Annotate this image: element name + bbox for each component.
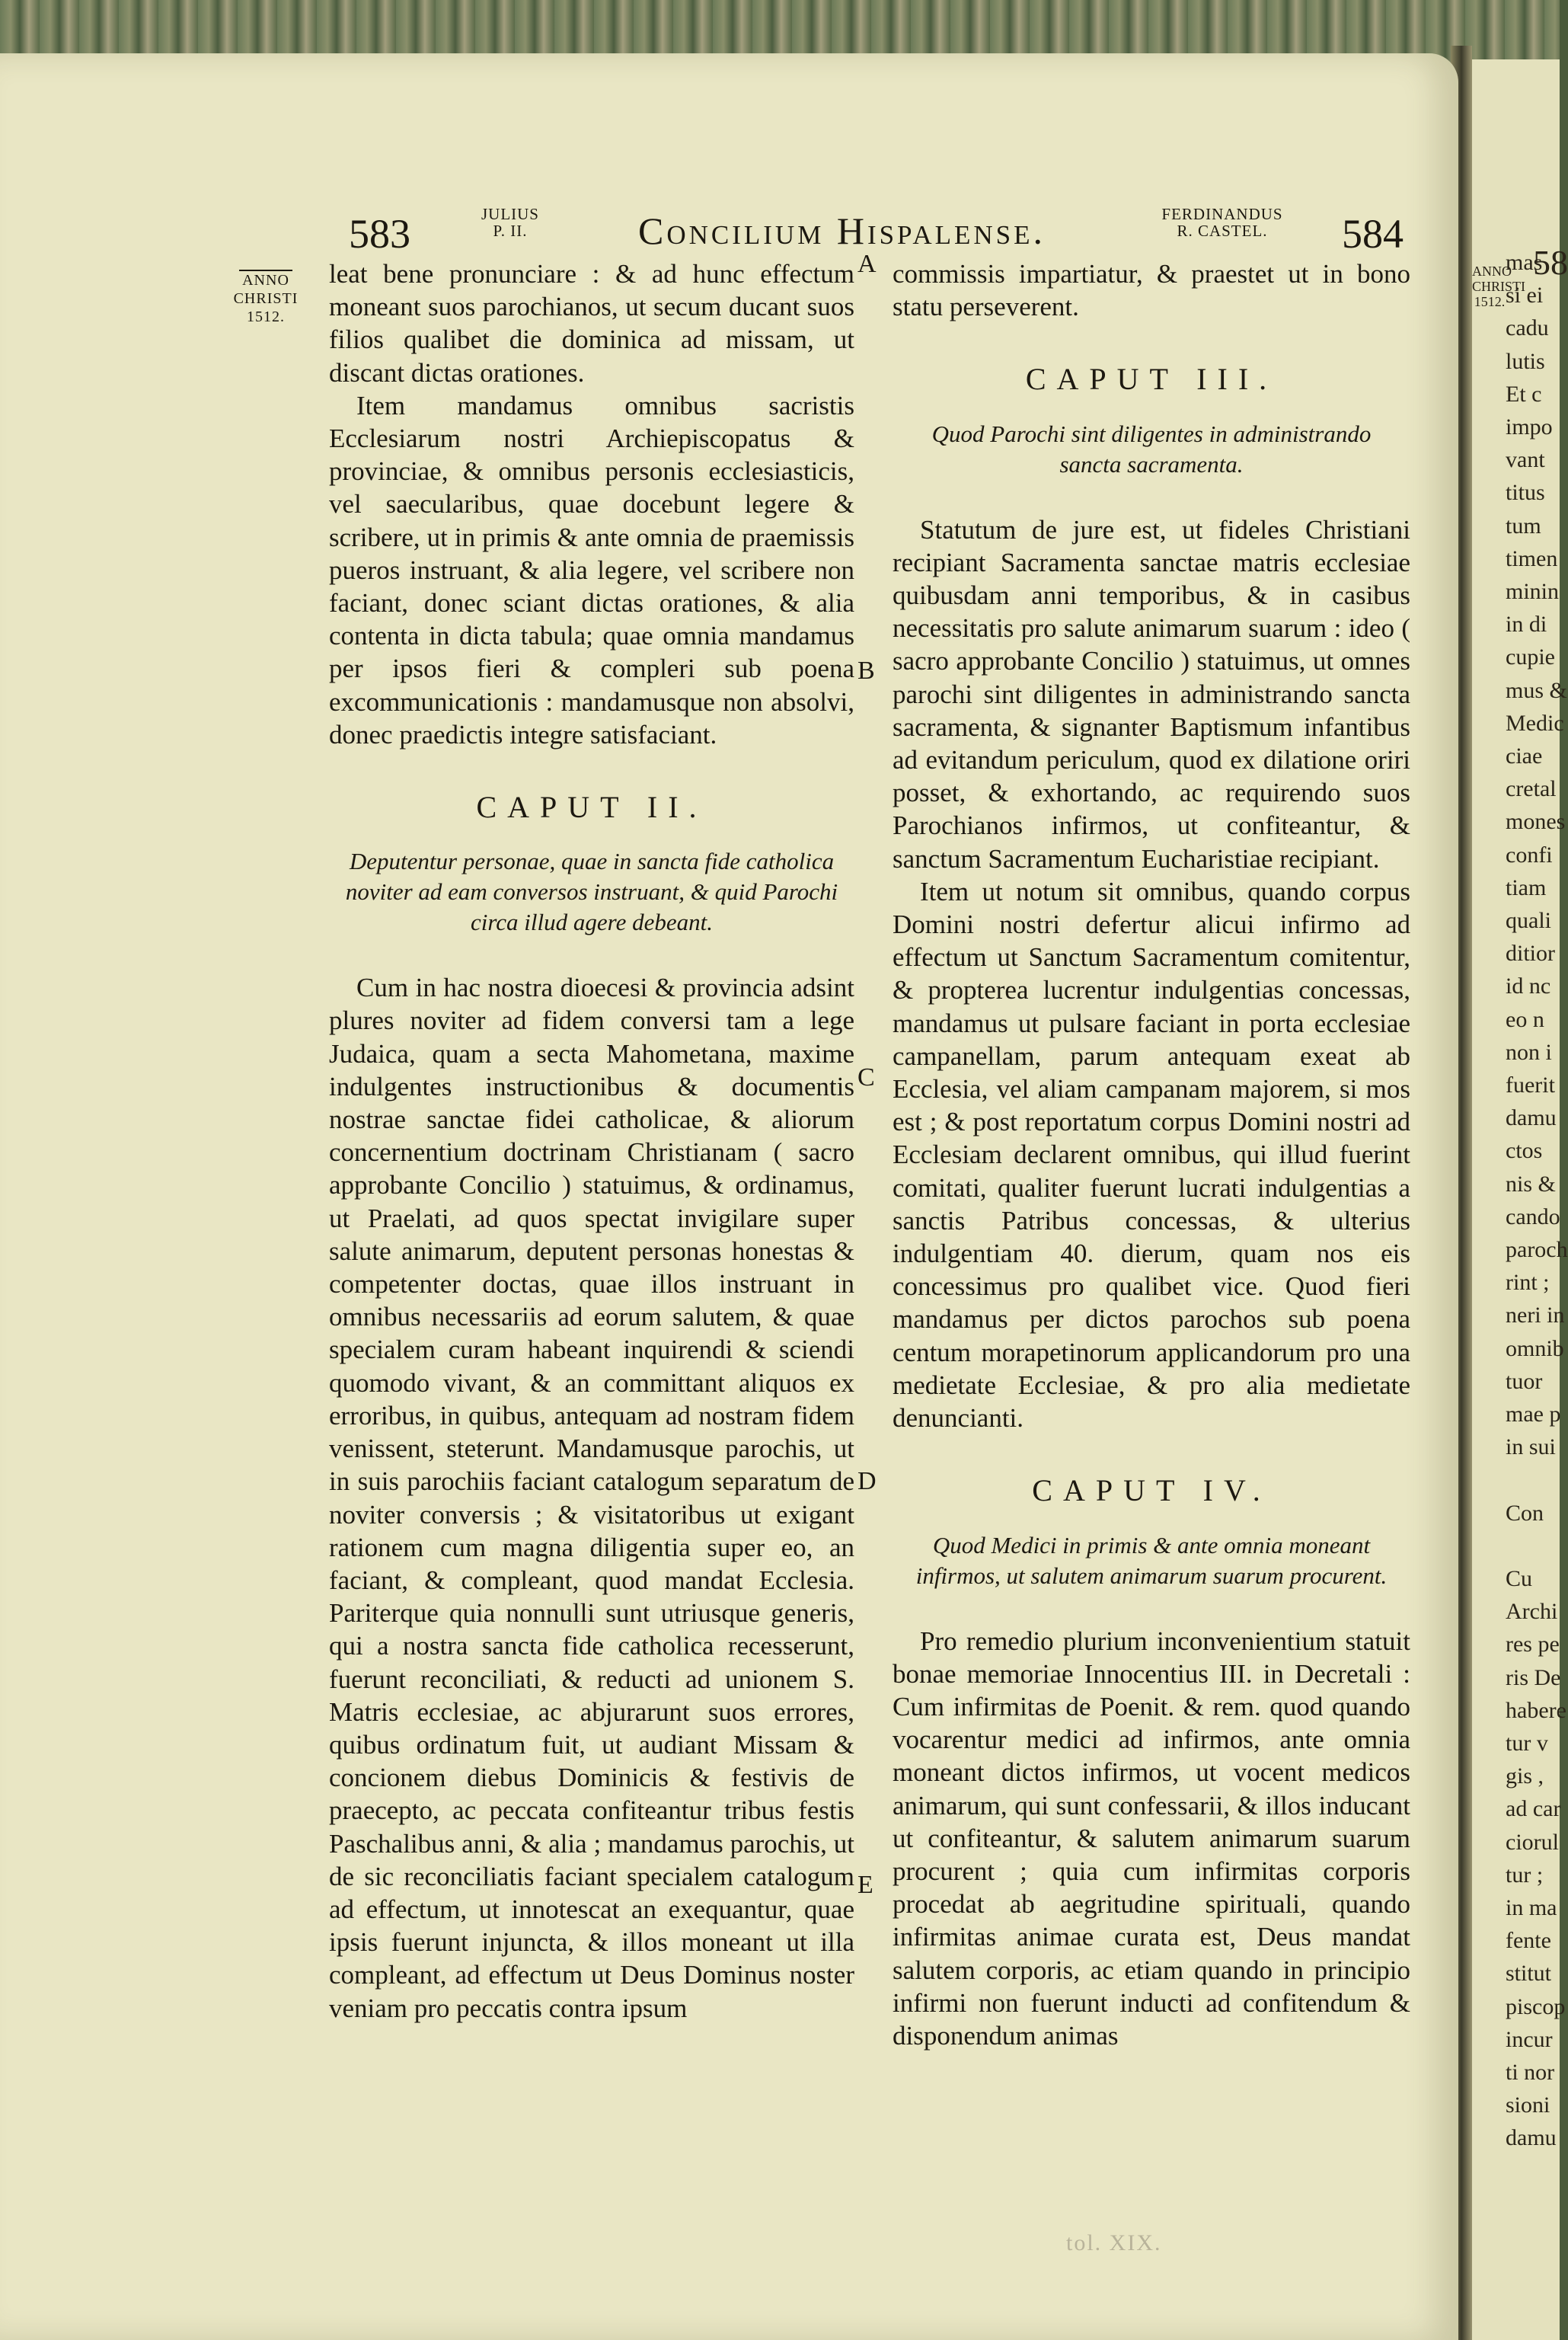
facing-page-line: non i <box>1506 1039 1552 1065</box>
facing-page-line: piscop <box>1506 1993 1566 2019</box>
paragraph: Statutum de jure est, ut fideles Christiani recipiant Sacramenta sanctae matris ecclesiae quibusdam anni temporibus, & in casibus necessitatis pro salute animarum suarum : ideo ( sacro approbante Concilio ) statuimus, ut omnes parochi sint diligentes in administrando sancta sacramenta, & signanter Baptismum infantibus ad evitandum periculum, quod ex dilatione oriri posset, & exhortando, ac requirendo suos Parochianos infirmos, ut confiteantur, & sanctum Sacramentum Eucharistiae recipiant. <box>893 514 1410 874</box>
facing-page-line: titus <box>1506 480 1545 506</box>
facing-page-line: fente <box>1506 1928 1551 1954</box>
facing-page-line: res pe <box>1506 1632 1560 1658</box>
facing-page-line: tur v <box>1506 1731 1548 1756</box>
margin-letter-b: B <box>857 657 875 685</box>
running-head-left: JULIUS P. II. <box>481 205 539 240</box>
margin-letter-d: D <box>857 1467 877 1495</box>
facing-page-fragment <box>1466 59 1568 2340</box>
facing-page-line: Et c <box>1506 381 1542 407</box>
facing-page-line: lutis <box>1506 348 1545 374</box>
facing-page-line: tiam <box>1506 874 1547 900</box>
facing-page-line: neri in <box>1506 1303 1565 1328</box>
left-column <box>329 257 854 2025</box>
facing-page-line: id nc <box>1506 973 1551 999</box>
facing-page-line: Cu <box>1506 1566 1533 1591</box>
margin-letter-a: A <box>857 250 877 278</box>
paragraph: Item mandamus omnibus sacristis Ecclesiarum nostri Archiepiscopatus & provinciae, & omnibus personis ecclesiasticis, vel saecularibus, quae docebunt legere & scribere, ut in primis & ante omnia de praemissis pueros instruant, & alia legere, vel scribere non faciant, donec sciant dictas orationes, & alia contenta in dicta tabula; quae omnia mandamus per ipsos fieri & compleri sub poena excommunicationis : mandamusque non absolvi, donec praedictis integre satisfaciant. <box>329 390 854 750</box>
facing-page-line: mas <box>1506 250 1543 275</box>
facing-page-margin-note: ANNO CHRISTI 1512. <box>1472 264 1526 309</box>
facing-page-line: damu <box>1506 1105 1557 1131</box>
facing-page-line: mus & <box>1506 677 1567 703</box>
facing-page-line: paroch <box>1506 1237 1568 1262</box>
facing-page-line: Archi <box>1506 1599 1558 1625</box>
paragraph: Item ut notum sit omnibus, quando corpus Domini nostri defertur alicui infirmo ad effectum ut Sanctum Sacramentum comitentur, & propterea lucrentur indulgentias concessas, mandamus ut pulsare faciant in porta ecclesiae campanellam, parum antequam exeat ab Ecclesia, vel aliam campanam majorem, si mos est ; & post reportatum corpus Domini nostri ad Ecclesiam declarent omnibus, qui illud fuerint comitati, qualiter fuerunt lucrati indulgentias a sanctis Patribus concessas, & ulterius indulgentiam 40. dierum, quam nos eis concessimus pro qualibet vice. Quod fieri mandamus per dictos parochos sub poena centum morapetinorum applicandorum pro una medietate Ecclesiae, & pro alia medietate denuncianti. <box>893 876 1410 1434</box>
paragraph: commissis impartiatur, & praestet ut in bono statu perseverent. <box>893 259 1410 322</box>
facing-page-line: habere <box>1506 1697 1566 1723</box>
facing-page-line: si ei <box>1506 283 1544 308</box>
facing-page-line: mones <box>1506 809 1566 835</box>
facing-page-line: quali <box>1506 908 1551 933</box>
facing-page-line: fuerit <box>1506 1072 1555 1098</box>
margin-letter-e: E <box>857 1871 873 1899</box>
facing-page-line: tum <box>1506 513 1541 539</box>
page-number-left: 583 <box>349 211 410 257</box>
facing-page-line: ciorul <box>1506 1829 1559 1855</box>
facing-page-line: confi <box>1506 842 1553 868</box>
chapter-heading: CAPUT III. <box>1025 362 1278 397</box>
facing-page-line: stitut <box>1506 1961 1552 1987</box>
chapter-summary: Deputentur personae, quae in sancta fide catholica noviter ad eam conversos instruant, & quid Parochi circa illud agere debeant. <box>345 848 838 936</box>
facing-page-line: nis & <box>1506 1171 1556 1197</box>
facing-page-line: eo n <box>1506 1006 1544 1032</box>
facing-page-line: minin <box>1506 579 1560 604</box>
page-number-right: 584 <box>1342 211 1404 257</box>
paragraph: leat bene pronunciare : & ad hunc effectum moneant suos parochianos, ut secum ducant suos filios qualibet die dominica ad missam, ut discant dictas orationes. <box>329 259 854 388</box>
facing-page-line: gis , <box>1506 1763 1544 1789</box>
facing-page-line: ad car <box>1506 1796 1561 1822</box>
facing-page-line: Medic <box>1506 710 1564 736</box>
running-head-right: FERDINANDUS R. CASTEL. <box>1161 205 1283 240</box>
facing-page-line: cando <box>1506 1204 1560 1229</box>
chapter-summary: Quod Parochi sint diligentes in administrando sancta sacramenta. <box>931 420 1372 478</box>
facing-page-line: cretal <box>1506 776 1557 802</box>
facing-page-line: rint ; <box>1506 1270 1550 1296</box>
facing-page-line: timen <box>1506 545 1558 571</box>
facing-page-line: ti nor <box>1506 2060 1555 2085</box>
facing-page-line: damu <box>1506 2125 1557 2151</box>
paragraph: Cum in hac nostra dioecesi & provincia adsint plures noviter ad fidem conversi tam a lege Judaica, quam a secta Mahometana, maxime indulgentes instructionibus & documentis nostrae sanctae fidei catholicae, & aliorum concernentium doctrinam Christianam ( sacro approbante Concilio ) statuimus, & ordinamus, ut Praelati, ad quos spectat invigilare super salute animarum, deputent personas honestas & competenter doctas, quae illos instruant in omnibus necessariis ad eorum salutem, & quae specialem curam habeant inquirendi & sciendi quomodo vivant, & an committant aliquos ex erroribus, in quibus, antequam ad nostram fidem venissent, steterunt. Mandamusque parochis, ut in suis parochiis faciant catalogum separatum de noviter conversis ; & visitatoribus ut exigant rationem cum magna diligentia super eo, an faciant, & compleant, quod mandat Ecclesia. Pariterque quia nonnulli sunt utriusque generis, qui a nostra sancta fide catholica recesserunt, fuerunt reconciliati, & reducti ad unionem S. Matris ecclesiae, ac abjurarunt suos errores, quibus ordinatum fuit, ut audiant Missam & concionem diebus Dominicis & festivis de praecepto, ac peccata confiteantur tribus festis Paschalibus anni, & alia ; mandamus parochis, ut de sic reconciliatis faciant specialem catalogum ad effectum, ut innotescat an exequantur, quae ipsis fuerunt injuncta, & illos moneant ut illa compleant, ad effectum ut Deus Dominus noster veniam pro peccatis contra ipsum <box>329 973 854 2023</box>
facing-page-line: ciae <box>1506 743 1543 769</box>
facing-page-line: vant <box>1506 447 1545 473</box>
chapter-heading: CAPUT II. <box>476 790 707 825</box>
facing-page-line: tur ; <box>1506 1862 1544 1888</box>
facing-page-line: in sui <box>1506 1434 1556 1460</box>
facing-page-line: mae p <box>1506 1402 1561 1427</box>
facing-page-line: ditior <box>1506 941 1555 967</box>
facing-page-line: ris De <box>1506 1664 1561 1690</box>
facing-page-line: in di <box>1506 612 1547 638</box>
facing-page-line: cadu <box>1506 315 1549 341</box>
chapter-heading: CAPUT IV. <box>1032 1473 1271 1508</box>
facing-page-line: ctos <box>1506 1138 1543 1164</box>
page-title: Concilium Hispalense. <box>638 209 1046 252</box>
margin-year-note: ANNO CHRISTI 1512. <box>216 270 315 326</box>
facing-page-number: 58 <box>1533 243 1568 282</box>
facing-page-line: impo <box>1506 414 1553 440</box>
margin-letter-c: C <box>857 1063 875 1092</box>
chapter-summary: Quod Medici in primis & ante omnia moneant infirmos, ut salutem animarum suarum procurent. <box>915 1531 1388 1589</box>
facing-page-line: incur <box>1506 2026 1553 2052</box>
facing-page-line: omnib <box>1506 1335 1564 1361</box>
facing-page-line: Con <box>1506 1500 1544 1526</box>
right-column <box>893 257 1410 2052</box>
bleed-through-text: tol. XIX. <box>1066 2230 1162 2255</box>
paragraph: Pro remedio plurium inconvenientium statuit bonae memoriae Innocentius III. in Decretali : Cum infirmitas de Poenit. & rem. quod quando vocarentur medici ad infirmos, ante omnia moneant dictos infirmos, ut vocent medicos animarum, qui sunt confessarii, & illos inducant ut confiteantur, & salutem animarum suarum procurent ; quia cum infirmitas corporis procedat ab aegritudine spirituali, quando infirmitas animae curata est, Deus mandat salutem corporis, ac etiam quando in principio infirmi non fuerunt inducti ad confitendum & disponendum animas <box>893 1626 1410 2051</box>
facing-page-line: in ma <box>1506 1895 1557 1920</box>
facing-page-line: cupie <box>1506 644 1555 670</box>
facing-page-line: tuor <box>1506 1368 1543 1394</box>
facing-page-line: sioni <box>1506 2092 1550 2118</box>
